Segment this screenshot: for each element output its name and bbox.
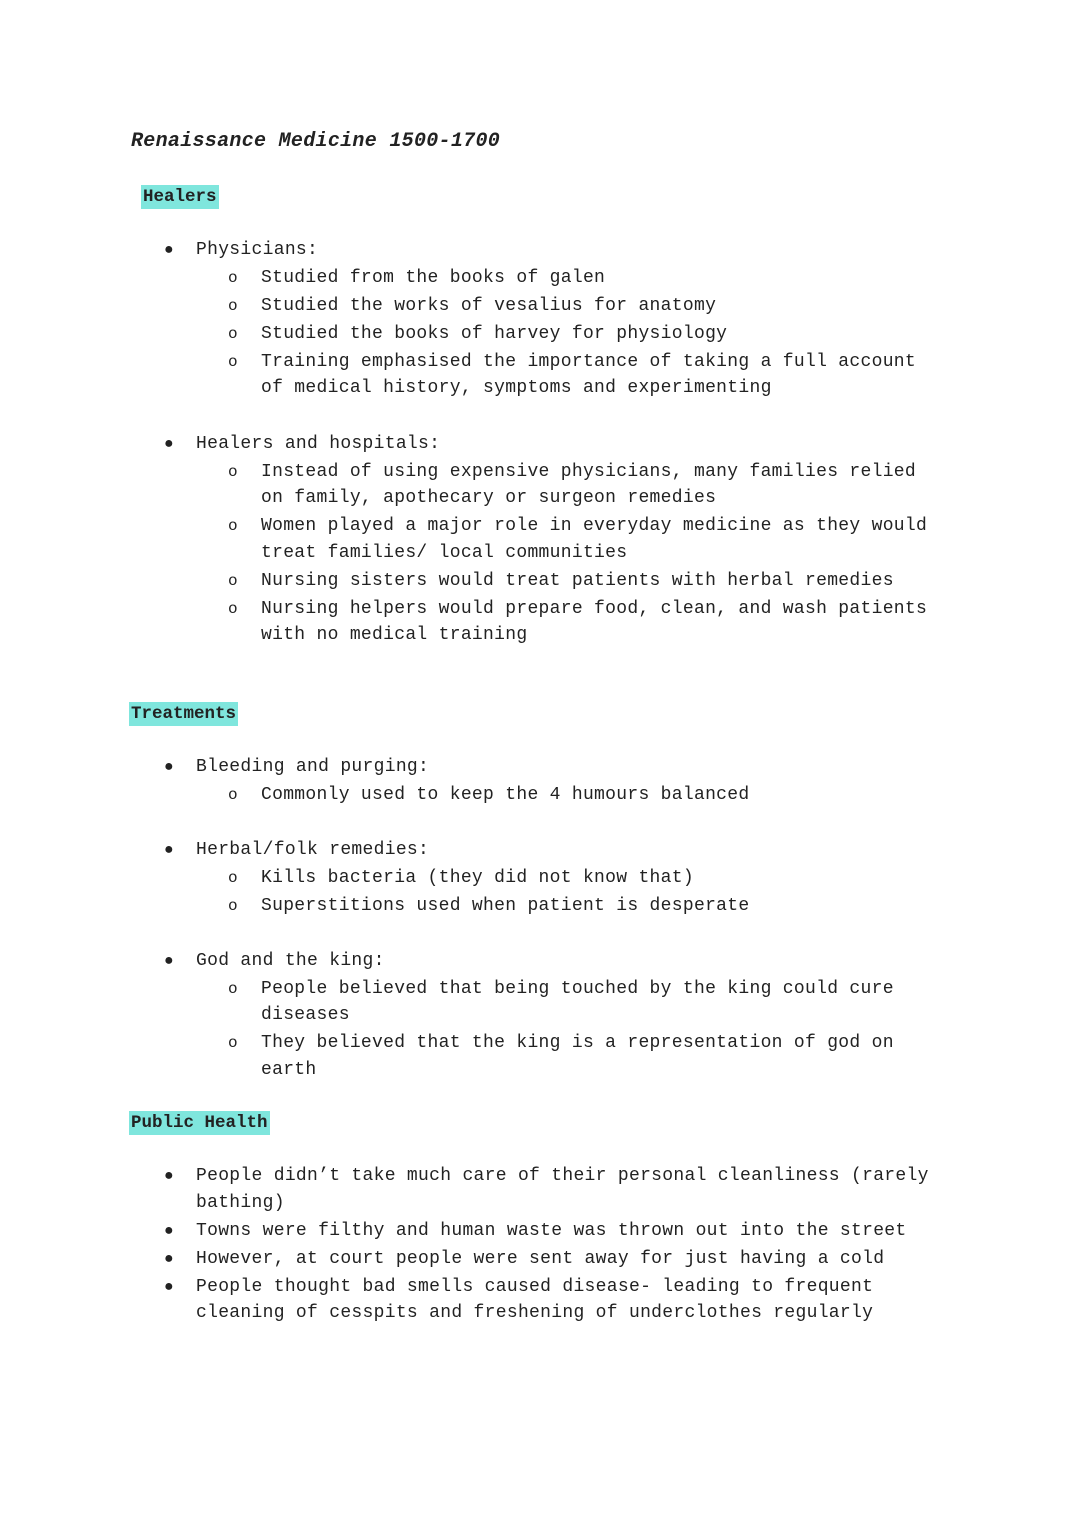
sub-item-text: Training emphasised the importance of taking a full account of medical history, symptoms and experimenting: [261, 351, 917, 398]
sub-item-text: Kills bacteria (they did not know that): [261, 867, 694, 888]
list-item: [164, 1163, 966, 1216]
bleeding-list: [164, 754, 956, 810]
item-text: Towns were filthy and human waste was thrown out into the street: [196, 1220, 907, 1241]
heading-healers: Healers: [143, 187, 217, 207]
bullet-icon: ●: [164, 1249, 174, 1268]
bullet-icon: ●: [164, 758, 174, 776]
sub-item-text: Nursing helpers would prepare food, clean, and wash patients with no medical training: [261, 598, 928, 645]
list-item-healers-hospitals: [164, 431, 956, 649]
heading-treatments: Treatments: [131, 704, 237, 724]
bullet-icon: ●: [164, 435, 174, 453]
circle-bullet-icon: o: [228, 296, 238, 315]
sub-item-text: Studied the works of vesalius for anatomy: [261, 295, 717, 316]
circle-bullet-icon: o: [228, 896, 238, 915]
sub-list: [196, 865, 956, 920]
bullet-icon: ●: [164, 952, 174, 970]
circle-bullet-icon: o: [228, 352, 238, 371]
bullet-icon: ●: [164, 1277, 174, 1296]
circle-bullet-icon: o: [228, 785, 238, 804]
bullet-icon: ●: [164, 841, 174, 859]
sub-item: [228, 568, 941, 595]
sub-item: [228, 976, 941, 1029]
list-item-god-king: [164, 948, 956, 1083]
sub-list: [196, 459, 956, 649]
sub-list: [196, 976, 956, 1084]
item-label: Herbal/folk remedies:: [196, 840, 430, 860]
sub-item-text: People believed that being touched by the king could cure diseases: [261, 978, 894, 1025]
herbal-list: [164, 837, 956, 921]
sub-item-text: Women played a major role in everyday medicine as they would treat families/ local communities: [261, 516, 928, 563]
circle-bullet-icon: o: [228, 868, 238, 887]
sub-item: [228, 321, 941, 348]
sub-list: [196, 782, 956, 809]
sub-item-text: Nursing sisters would treat patients with herbal remedies: [261, 570, 894, 591]
public-health-list: [164, 1163, 966, 1327]
list-item-bleeding: [164, 754, 956, 808]
bullet-icon: ●: [164, 1167, 174, 1185]
circle-bullet-icon: o: [228, 599, 238, 618]
item-label: Bleeding and purging:: [196, 757, 430, 777]
circle-bullet-icon: o: [228, 979, 238, 998]
circle-bullet-icon: o: [228, 571, 238, 590]
circle-bullet-icon: o: [228, 517, 238, 535]
sub-item: [228, 1030, 941, 1083]
circle-bullet-icon: o: [228, 1034, 238, 1052]
sub-list: [196, 265, 956, 402]
hospitals-list: [164, 431, 956, 650]
sub-item: [228, 893, 941, 920]
sub-item: [228, 349, 941, 402]
sub-item-text: They believed that the king is a representation of god on earth: [261, 1033, 894, 1080]
god-king-list: [164, 948, 956, 1085]
sub-item-text: Studied the books of harvey for physiology: [261, 323, 728, 344]
sub-item: [228, 513, 941, 566]
list-item-physicians: [164, 237, 956, 402]
sub-item: [228, 265, 941, 292]
bullet-icon: ●: [164, 1221, 174, 1240]
list-item: [164, 1246, 966, 1273]
sub-item: [228, 293, 941, 320]
circle-bullet-icon: o: [228, 268, 238, 287]
circle-bullet-icon: o: [228, 324, 238, 343]
item-label: God and the king:: [196, 951, 385, 971]
sub-item: [228, 782, 941, 809]
list-item: [164, 1218, 966, 1245]
item-label: Physicians:: [196, 240, 319, 260]
circle-bullet-icon: o: [228, 462, 238, 481]
page-title: Renaissance Medicine 1500-1700: [131, 130, 501, 153]
item-text: People didn’t take much care of their personal cleanliness (rarely bathing): [196, 1166, 929, 1213]
sub-item-text: Commonly used to keep the 4 humours balanced: [261, 784, 750, 805]
sub-item: [228, 459, 941, 512]
item-text: People thought bad smells caused disease- leading to frequent cleaning of cesspits and freshening of underclothes regularly: [196, 1276, 874, 1323]
list-item: [164, 1274, 966, 1327]
sub-item-text: Superstitions used when patient is desperate: [261, 895, 750, 916]
healers-list: [164, 237, 956, 403]
item-text: However, at court people were sent away for just having a cold: [196, 1248, 885, 1269]
sub-item-text: Instead of using expensive physicians, many families relied on family, apothecary or surgeon remedies: [261, 461, 917, 508]
sub-item-text: Studied from the books of galen: [261, 267, 606, 288]
sub-item: [228, 865, 941, 892]
list-item-herbal: [164, 837, 956, 919]
heading-public-health: Public Health: [131, 1113, 268, 1133]
sub-item: [228, 596, 941, 649]
bullet-icon: ●: [164, 241, 174, 259]
item-label: Healers and hospitals:: [196, 434, 441, 454]
